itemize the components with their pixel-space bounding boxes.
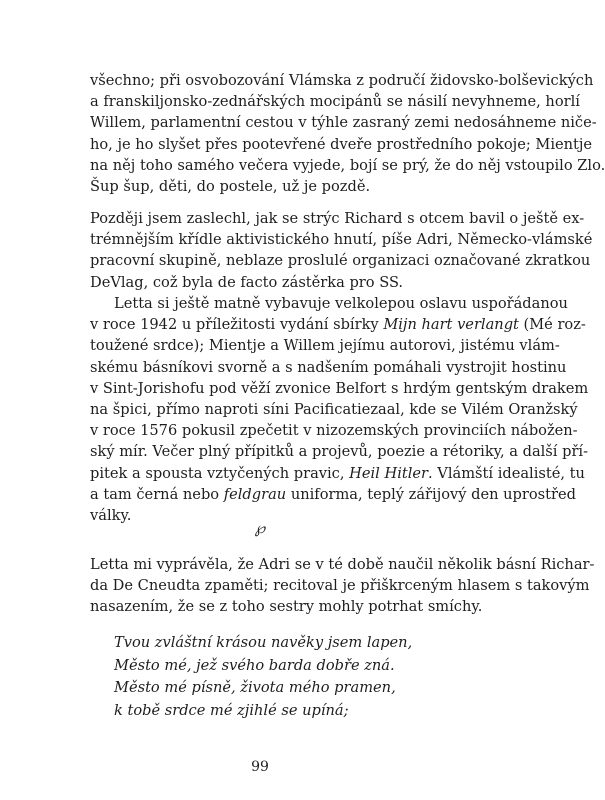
text-line xyxy=(90,378,589,399)
text-segment: toužené srdce); Mientje a Willem jejímu autorovi, jistému vlám- xyxy=(90,337,560,355)
italic-title: Mijn hart verlangt xyxy=(383,316,519,334)
text-line xyxy=(90,399,578,420)
text-segment: ský mír. Večer plný přípitků a projevů, poezie a rétoriky, a další pří- xyxy=(90,443,589,461)
italic-title: Heil Hitler xyxy=(349,464,429,482)
page-number: 99 xyxy=(251,759,269,775)
section-ornament: ℘ xyxy=(254,519,266,537)
paragraph-1 xyxy=(90,70,605,197)
text-segment: v Sint-Jorishofu pod věží zvonice Belfort s hrdým gentským drakem xyxy=(90,379,589,397)
text-line: trémnějším křídle aktivistického hnutí, píše Adri, Německo-vlámské xyxy=(90,231,593,249)
text-line: k tobě srdce mé zjihlé se upíná; xyxy=(114,701,349,719)
text-segment: . Vlámští idealisté, tu xyxy=(428,464,585,482)
text-line: Šup šup, děti, do postele, už je pozdě. xyxy=(90,178,371,196)
text-segment: války. xyxy=(90,507,132,525)
text-line: Město mé, jež svého barda dobře zná. xyxy=(114,656,395,674)
text-line: Město mé písně, života mého pramen, xyxy=(114,679,396,696)
text-line: da De Cneudta zpaměti; recitoval je přiškrceným hlasem s takovým xyxy=(90,577,590,595)
text-segment: pitek a spousta vztyčených pravic, xyxy=(90,464,350,482)
text-line: na něj toho samého večera vyjede, bojí se prý, že do něj vstoupilo Zlo. xyxy=(90,156,605,174)
text-line: Letta mi vyprávěla, že Adri se v té době naučil několik básní Richar- xyxy=(90,556,595,573)
text-line: DeVlag, což byla de facto zástěrka pro SS. xyxy=(90,273,404,291)
text-line: nasazením, že se z toho sestry mohly potrhat smíchy. xyxy=(90,598,483,616)
text-line: ho, je ho slyšet přes pootevřené dveře prostředního pokoje; Mientje xyxy=(90,135,593,153)
text-segment: v roce 1942 u příležitosti vydání sbírky xyxy=(90,316,384,334)
text-line xyxy=(90,335,560,356)
text-line: Tvou zvláštní krásou navěky jsem lapen, xyxy=(114,634,413,651)
text-segment: skému básníkovi svorně a s nadšením pomáhali vystrojit hostinu xyxy=(90,358,567,376)
text-segment: (Mé roz- xyxy=(518,316,586,334)
text-segment: na špici, přímo naproti síni Pacificatiezaal, kde se Vilém Oranžský xyxy=(90,401,578,419)
text-line xyxy=(90,484,576,505)
paragraph-2 xyxy=(90,208,593,293)
text-line: a franskiljonsko-zednářských mocipánů se násilí nevyhneme, horlí xyxy=(90,93,580,111)
text-segment: Letta si ještě matně vybavuje velkolepou oslavu uspořádanou xyxy=(114,295,568,312)
text-segment: uniforma, teplý zářijový den uprostřed xyxy=(286,485,576,503)
text-line: všechno; při osvobozování Vlámska z područí židovsko-bolševických xyxy=(90,72,594,89)
text-line: Willem, parlamentní cestou v týhle zasraný zemi nedosáhneme niče- xyxy=(90,114,597,132)
text-segment: a tam černá nebo xyxy=(90,485,224,503)
text-line: pracovní skupině, neblaze proslulé organizaci označované zkratkou xyxy=(90,252,591,270)
text-line xyxy=(90,293,568,314)
italic-title: feldgrau xyxy=(223,485,287,503)
paragraph-3 xyxy=(90,293,589,526)
text-line xyxy=(90,314,586,335)
text-line xyxy=(90,357,567,378)
text-line xyxy=(90,441,589,462)
poem-stanza xyxy=(114,632,412,722)
paragraph-4 xyxy=(90,554,595,618)
text-line: Později jsem zaslechl, jak se strýc Richard s otcem bavil o ještě ex- xyxy=(90,210,585,227)
text-line xyxy=(90,463,585,484)
text-segment: v roce 1576 pokusil zpečetit v nizozemských provinciích nábožen- xyxy=(90,422,578,440)
text-line xyxy=(90,420,578,441)
